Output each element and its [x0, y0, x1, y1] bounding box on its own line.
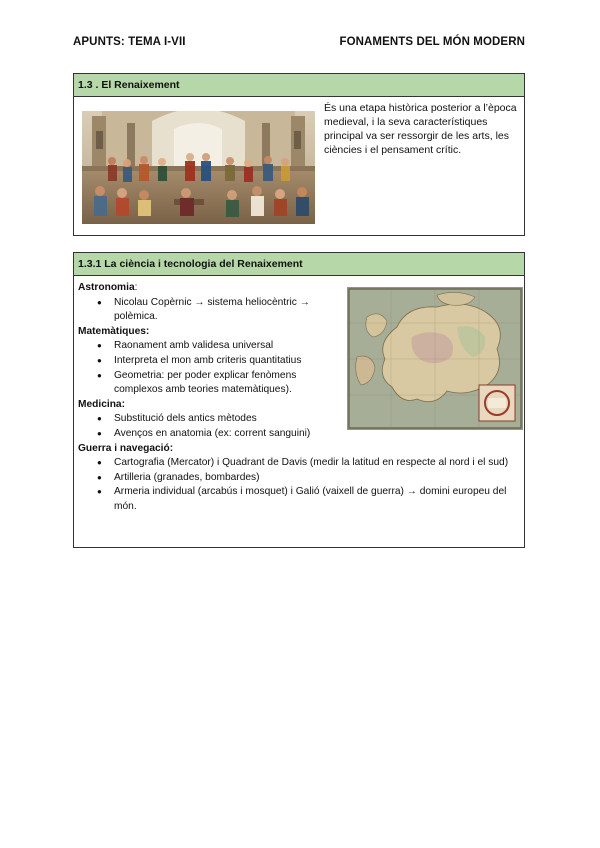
list-item — [78, 427, 344, 442]
bullet-icon: ● — [97, 414, 102, 424]
astronomia-list — [78, 296, 522, 325]
list-item — [78, 471, 522, 486]
list-item-text: Interpreta el mon amb criteris quantitatius — [114, 354, 302, 366]
header-left: APUNTS: TEMA I-VII — [73, 36, 186, 48]
category-astronomia — [78, 281, 522, 296]
list-item — [78, 412, 344, 427]
list-item — [78, 369, 344, 398]
bullet-icon: ● — [97, 472, 102, 482]
list-item-text: Geometria: per poder explicar fenòmens complexos amb teories matemàtiques). — [114, 369, 297, 396]
category-guerra-navegacio: Guerra i navegació: — [78, 442, 174, 454]
bullet-icon: ● — [97, 370, 102, 380]
list-item — [78, 485, 522, 514]
list-item — [78, 456, 522, 471]
section-title: 1.3.1 La ciència i tecnologia del Renaixement — [74, 253, 524, 276]
bullet-icon: ● — [97, 341, 102, 351]
bullet-icon: ● — [97, 297, 102, 307]
guerra-list — [78, 456, 522, 514]
category-suffix: : — [134, 282, 138, 293]
content-list — [78, 281, 522, 515]
section-renaixement — [73, 73, 525, 236]
matematiques-list — [78, 339, 522, 397]
category-matematiques: Matemàtiques: — [78, 325, 150, 337]
school-of-athens-image — [82, 111, 315, 224]
header-right: FONAMENTS DEL MÓN MODERN — [339, 36, 525, 48]
bullet-icon: ● — [97, 487, 102, 497]
category-label: Astronomia — [78, 282, 135, 293]
list-item — [78, 354, 344, 369]
category-medicina: Medicina: — [78, 398, 125, 410]
page-header — [73, 36, 525, 48]
list-item-text: Armeria individual (arcabús i mosquet) i Galió (vaixell de guerra) → domini europeu del món. — [114, 486, 507, 512]
medicina-list — [78, 412, 522, 441]
list-item — [78, 296, 344, 325]
list-item-text: Nicolau Copèrnic → sistema heliocèntric → polèmica. — [114, 296, 310, 323]
list-item — [78, 339, 344, 354]
list-item-text: Avenços en anatomia (ex: corrent sanguini) — [114, 427, 311, 439]
bullet-icon: ● — [97, 355, 102, 365]
list-item-text: Artilleria (granades, bombardes) — [114, 471, 260, 483]
list-item-text: Raonament amb validesa universal — [114, 340, 274, 352]
section-ciencia-tecnologia — [73, 252, 525, 548]
bullet-icon: ● — [97, 428, 102, 438]
section-title: 1.3 . El Renaixement — [74, 74, 524, 97]
list-item-text: Substitució dels antics mètodes — [114, 413, 257, 425]
section-intro-text: És una etapa històrica posterior a l’època medieval, i la seva característiques principal va ser ressorgir de les arts, les ciències i el pensament crític. — [324, 102, 517, 156]
list-item-text: Cartografia (Mercator) i Quadrant de Davis (medir la latitud en respecte al nord i el sud) — [114, 457, 509, 469]
bullet-icon: ● — [97, 458, 102, 468]
